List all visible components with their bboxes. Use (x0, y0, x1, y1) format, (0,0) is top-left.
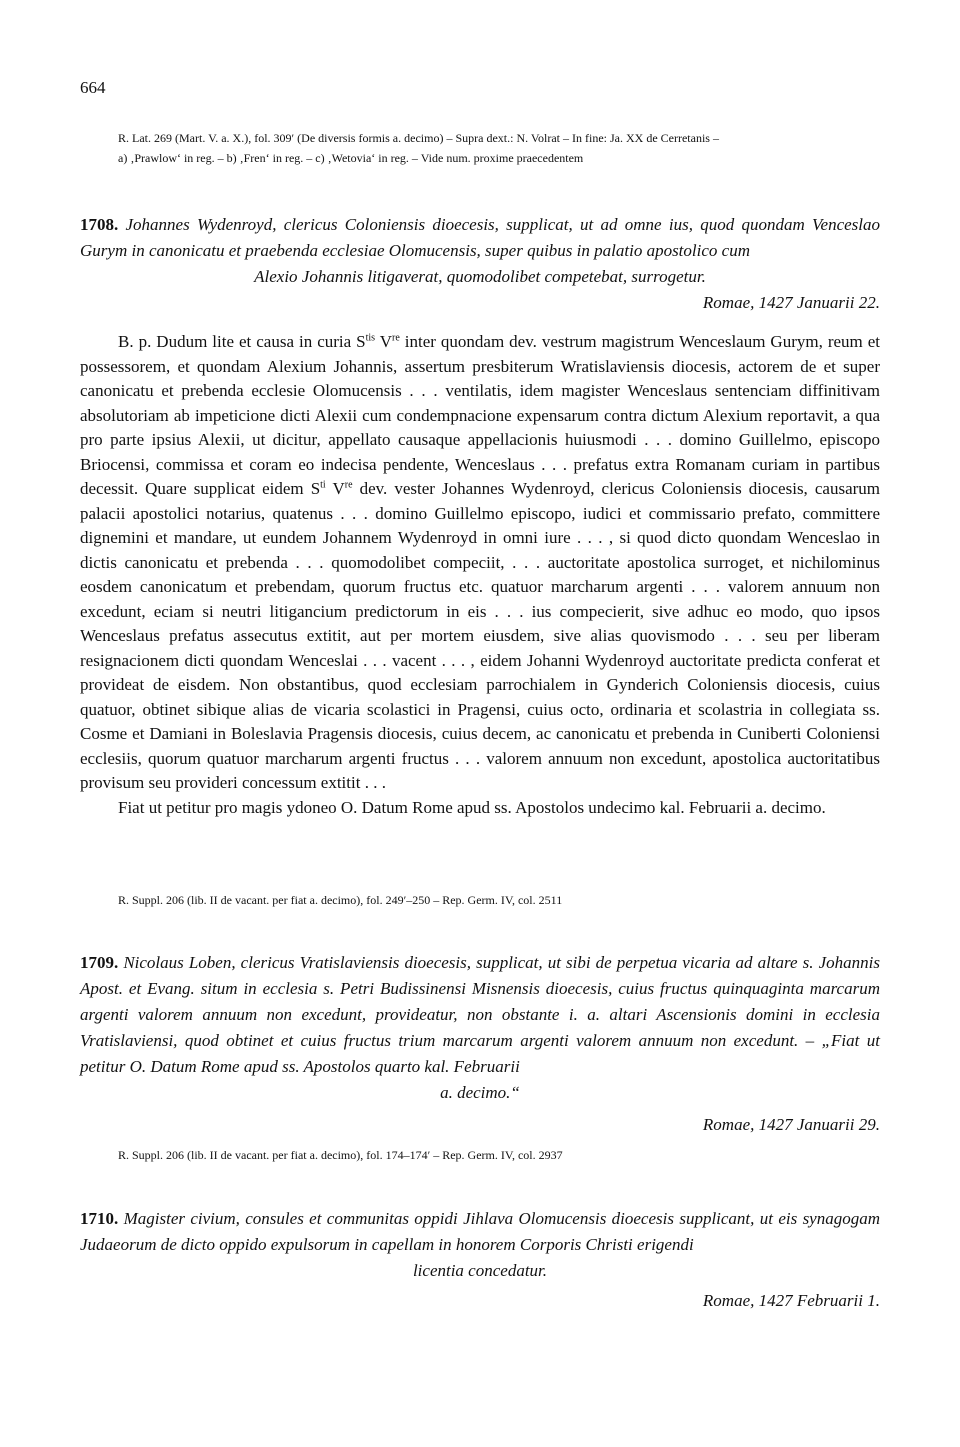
top-footnote-line-2: a) ‚Prawlow‘ in reg. – b) ‚Fren‘ in reg. – c) ‚Wetovia‘ in reg. – Vide num. proxime praecedentem (118, 151, 584, 165)
entry-summary: Johannes Wydenroyd, clericus Coloniensis dioecesis, supplicat, ut ad omne ius, quod quondam Venceslao Gurym in canonicatu et praebenda ecclesiae Olomucensis, super quibus in palatio apostolico cum (80, 215, 880, 260)
entry-heading (80, 1206, 880, 1284)
entry-1708-note: R. Suppl. 206 (lib. II de vacant. per fiat a. decimo), fol. 249′–250 – Rep. Germ. IV, col. 2511 (118, 893, 563, 907)
top-footnote (118, 128, 883, 168)
entry-1709-note: R. Suppl. 206 (lib. II de vacant. per fiat a. decimo), fol. 174–174′ – Rep. Germ. IV, col. 2937 (118, 1148, 563, 1162)
entry-summary: Magister civium, consules et communitas oppidi Jihlava Olomucensis dioecesis supplicant, ut eis synagogam Judaeorum de dicto oppido expulsorum in capellam in honorem Corporis Christi erigendi (80, 1209, 881, 1254)
entry-heading (80, 212, 880, 290)
top-footnote-line-1: R. Lat. 269 (Mart. V. a. X.), fol. 309′ (De diversis formis a. decimo) – Supra dext.: N. Volrat – In fine: Ja. XX de Cerretanis – (118, 131, 719, 145)
body-text: inter quondam dev. vestrum magistrum Wenceslaum Gurym, reum et possessorem, et quondam Alexium Johannis, assertum presbiterum Wratislaviensis diocesis, actorem de et super canonicatu et prebenda ecclesie Olomucensis . . . ventilatis, idem magister Wenceslaus sentenciam diffinitivam absolutoriam ab impeticione dicti Alexii cum condempnacione expensarum contra dictum Alexium reportavit, a qua pro parte ipsius Alexii, ut dicitur, appellato causaque appellacionis huiusmodi . . . domino Guillelmo, episcopo Briocensi, commissa et coram eo indecisa pendente, Wenceslaus . . . prefatus extra Romanam curiam in partibus decessit. Quare supplicat eidem S (80, 332, 880, 498)
entry-date: Romae, 1427 Februarii 1. (702, 1291, 880, 1310)
body-text: dev. vester Johannes Wydenroyd, clericus Coloniensis diocesis, causarum palacii apostolici notarius, quatenus . . . domino Guillelmo episcopo, iudici et commissario prefato, committere dignemini et mandare, ut eundem Johannem Wydenroyd in omni iure . . . , si quod dicto quondam Wenceslao in dictis canonicatu et prebenda . . . quomodolibet compeciit, . . . auctoritate apostolica surroget, et nichilominus eosdem canonicatum et prebendam, quorum fructus etc. quatuor marcharum argenti . . . valorem annuum non excedunt, eciam si neutri litigancium predictorum in eis . . . ius compecierit, sive adhuc eo modo, quo ipsos Wenceslaus prefatus assecutus extitit, aut per mortem eiusdem, sive alias quovismodo . . . seu per liberam resignacionem dicti quondam Wenceslai . . . vacent . . . , eidem Johanni Wydenroyd auctoritate predicta conferat et provideat de eisdem. Non obstantibus, quod ecclesiam parrochialem in Gynderich Coloniensis diocesis, cuius quatuor, obtinet sibique alias de vicaria scolastici in Pragensi, cuius octo, ordinaria et scolastria in collegiata ss. Cosme et Damiani in Boleslavia Pragensis diocesis, cuius decem, ac canonicatu et prebenda in Cuniberti Coloniensi ecclesiis, quorum quatuor marcharum argenti fructus . . . valorem annuum non excedunt, apostolica auctoritatibus provisum seu provideri concessum extitit . . . (80, 479, 880, 792)
entry-1708-body (80, 330, 880, 820)
entry-body-paragraph (80, 330, 880, 796)
entry-summary-center: licentia concedatur. (412, 1261, 548, 1280)
entry-summary: Nicolaus Loben, clericus Vratislaviensis dioecesis, supplicat, ut sibi de perpetua vicaria ad altare s. Johannis Apost. et Evang. situm in ecclesia s. Petri Budissinensi Misnensis dioecesis, cuius fructus quinquaginta marcarum argenti valorem annuum non excedunt, provideatur, non obstante i. a. altari Ascensionis domini in ecclesia Vratislaviensi, quod obtinet et cuius fructus trium marcarum argenti valorem annuum non excedunt. – „Fiat ut petitur O. Datum Rome apud ss. Apostolos quarto kal. Februarii (80, 953, 880, 1076)
entry-summary-center: Alexio Johannis litigaverat, quomodolibet competebat, surrogetur. (254, 267, 706, 286)
entry-number: 1710. (80, 1209, 119, 1228)
entry-heading (80, 950, 880, 1106)
entry-number: 1709. (80, 953, 119, 972)
body-text: V (375, 332, 393, 351)
page-number: 664 (80, 78, 106, 97)
superscript: re (344, 479, 353, 491)
entry-1709 (80, 950, 880, 1138)
superscript: ti (320, 479, 326, 491)
superscript: re (392, 332, 400, 344)
entry-body-closing: Fiat ut petitur pro magis ydoneo O. Datum Rome apud ss. Apostolos undecimo kal. Februarii a. decimo. (118, 797, 826, 817)
entry-date: Romae, 1427 Januarii 22. (702, 293, 880, 312)
body-text: B. p. Dudum lite et causa in curia S (118, 332, 366, 351)
entry-1708 (80, 212, 880, 316)
entry-summary-center: a. decimo.“ (440, 1083, 520, 1102)
body-text: V (325, 479, 345, 498)
entry-date: Romae, 1427 Januarii 29. (702, 1115, 880, 1134)
superscript: tis (365, 332, 376, 344)
entry-1710 (80, 1206, 880, 1314)
entry-number: 1708. (80, 215, 119, 234)
